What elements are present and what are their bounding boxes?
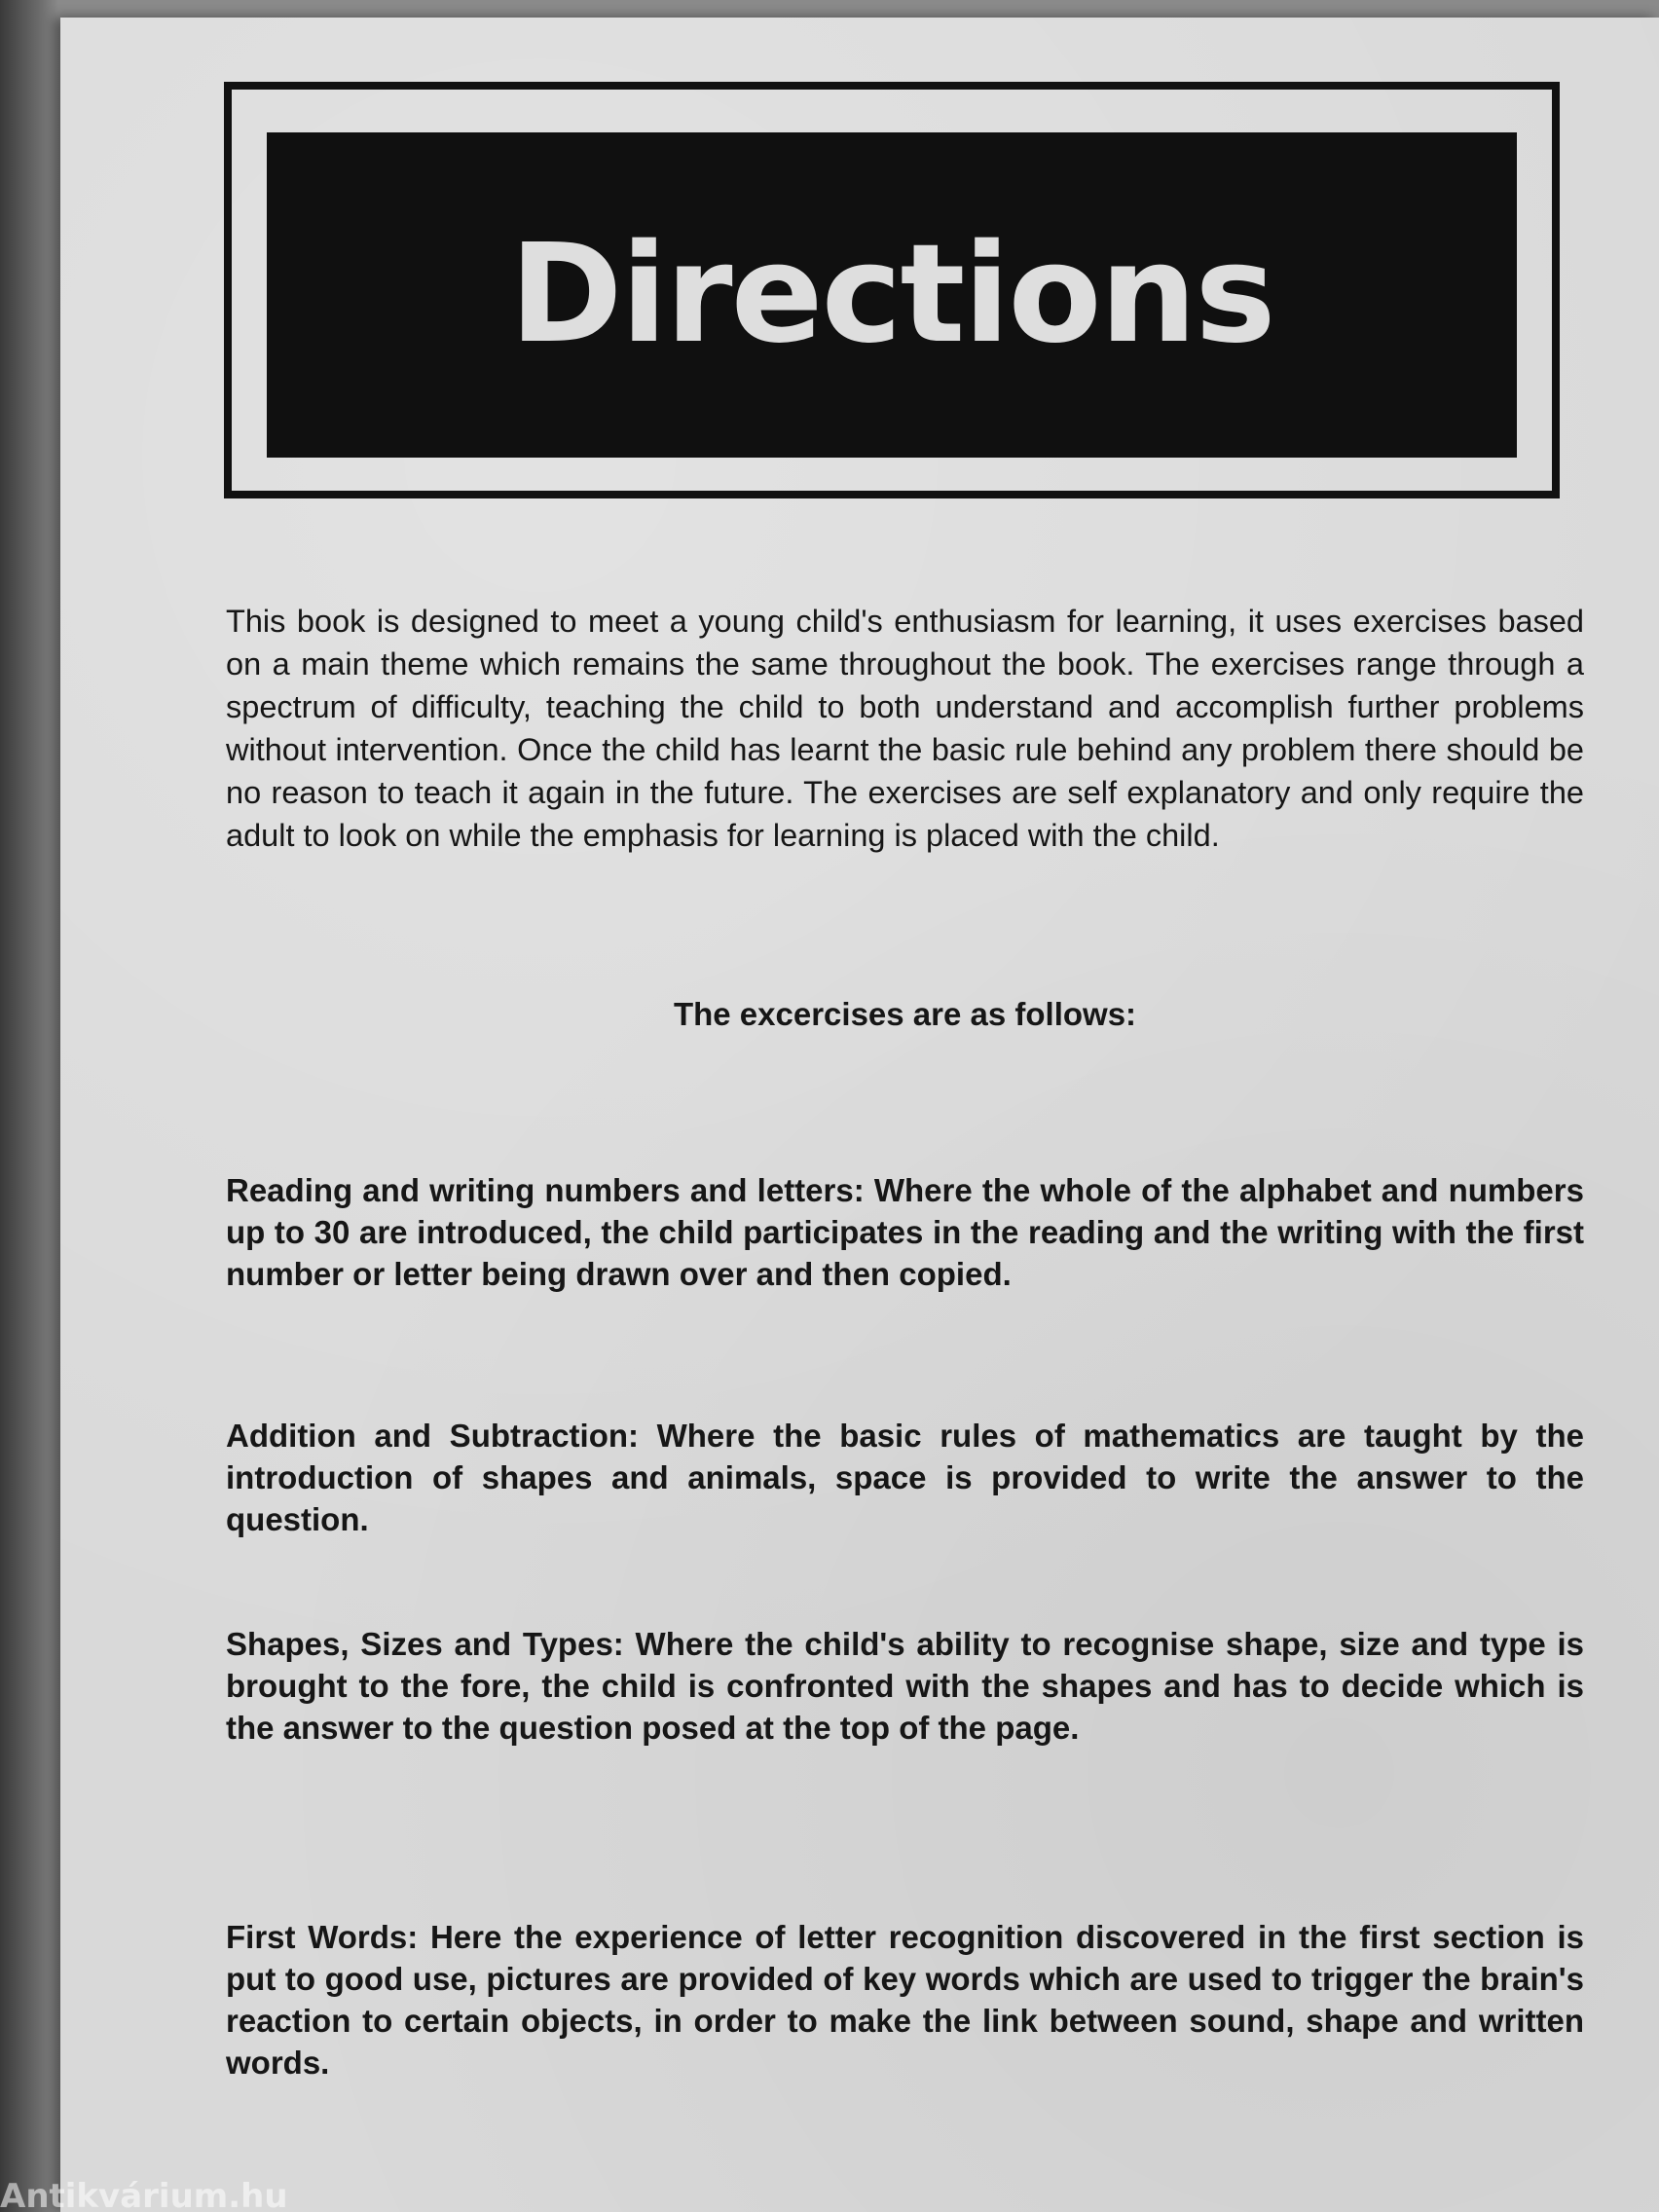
page-title: Directions xyxy=(509,215,1274,374)
section-reading-writing xyxy=(226,1169,1584,1295)
section-lead: First Words: xyxy=(226,1919,430,1955)
title-frame xyxy=(224,82,1560,498)
title-banner xyxy=(267,132,1517,458)
intro-paragraph: This book is designed to meet a young child's enthusiasm for learning, it uses exercises based on a main theme which remains the same throughout the book. The exercises range through a spectrum of difficulty, teaching the child to both understand and accomplish further problems without intervention. Once the child has learnt the basic rule behind any problem there should be no reason to teach it again in the future. The exercises are self explanatory and only require the adult to look on while the emphasis for learning is placed with the child. xyxy=(226,604,1584,853)
section-text: Where the whole of the alphabet and numbers up to 30 are introduced, the child participates in the reading and the writing with the first number or letter being drawn over and then copied. xyxy=(226,1172,1584,1292)
watermark: Antikvárium.hu xyxy=(0,2177,288,2212)
section-lead: Shapes, Sizes and Types: xyxy=(226,1626,636,1662)
section-lead: Addition and Subtraction: xyxy=(226,1418,657,1454)
section-shapes-sizes-types xyxy=(226,1623,1584,1749)
section-first-words xyxy=(226,1916,1584,2083)
book-page xyxy=(60,18,1659,2212)
exercises-heading: The excercises are as follows: xyxy=(673,996,1137,1032)
section-text: Where the basic rules of mathematics are taught by the introduction of shapes and animals, space is provided to write the answer to the question. xyxy=(226,1418,1584,1537)
section-lead: Reading and writing numbers and letters: xyxy=(226,1172,874,1208)
section-text: Here the experience of letter recognition discovered in the first section is put to good use, pictures are provided of key words which are used to trigger the brain's reaction to certain objects, in order to make the link between sound, shape and written words. xyxy=(226,1919,1584,2081)
section-addition-subtraction xyxy=(226,1415,1584,1540)
section-text: Where the child's ability to recognise shape, size and type is brought to the fore, the child is confronted with the shapes and has to decide which is the answer to the question posed at the top of the page. xyxy=(226,1626,1585,1746)
